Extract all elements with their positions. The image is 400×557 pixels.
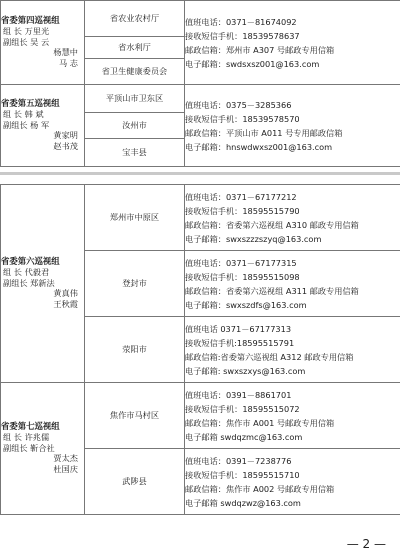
group-member: 组 长 万里光 [3, 26, 50, 37]
group-title: 省委第七巡视组 [1, 420, 60, 431]
table-row [1, 185, 400, 251]
email: 电子邮箱：swxszdfs@163.com [185, 299, 307, 310]
group-cell-5 [1, 85, 85, 167]
group-member: 贾太杰 [53, 453, 78, 464]
duty-phone: 值班电话：0371－67177315 [185, 257, 297, 268]
table-row [1, 1, 400, 37]
group-title: 省委第六巡视组 [1, 255, 60, 266]
region-cell: 焦作市马村区 [85, 383, 185, 449]
section-divider [0, 172, 400, 175]
duty-phone: 值班电话 0371－67177313 [185, 323, 292, 334]
duty-phone: 值班电话：0391－7238776 [185, 455, 292, 466]
table-row [1, 85, 400, 113]
contact-cell [185, 251, 400, 317]
postal-box: 邮政信箱:省委第六巡视组 A312 邮政专用信箱 [185, 351, 354, 362]
contact-cell [185, 185, 400, 251]
group-member: 赵书茂 [53, 140, 78, 151]
sms-phone: 接收短信手机:18595515791 [185, 337, 295, 348]
region-cell: 武陟县 [85, 449, 185, 515]
group-member: 副组长 吴 云 [3, 36, 50, 47]
duty-phone: 值班电话：0371－67177212 [185, 191, 297, 202]
group-member: 杨慧中 [53, 47, 78, 58]
group-member: 组 长 韩 斌 [3, 109, 44, 120]
postal-box: 邮政信箱：省委第六巡视组 A311 邮政专用信箱 [185, 285, 359, 296]
sms-phone: 接收短信手机：18595515710 [185, 469, 300, 480]
region-cell: 郑州市中原区 [85, 185, 185, 251]
group-title: 省委第五巡视组 [1, 97, 60, 108]
region-cell: 荥阳市 [85, 317, 185, 383]
sms-phone: 接收短信手机：18595515098 [185, 271, 300, 282]
region-cell: 省水利厅 [85, 37, 185, 59]
group-title: 省委第四巡视组 [1, 14, 60, 25]
group-cell-4 [1, 1, 85, 85]
sms-phone: 接收短信手机：18595515072 [185, 403, 300, 414]
group-member: 王秋霞 [53, 298, 78, 309]
contact-cell [185, 317, 400, 383]
contact-cell [185, 1, 400, 85]
region-cell: 平顶山市卫东区 [85, 85, 185, 113]
region-cell: 登封市 [85, 251, 185, 317]
group-member: 黄真伟 [53, 288, 78, 299]
group-cell-6 [1, 185, 85, 383]
group-member: 组 长 许兆儒 [3, 432, 50, 443]
postal-box: 邮政信箱：平顶山市 A011 号专用邮政信箱 [185, 127, 343, 138]
group-member: 杜国庆 [53, 463, 78, 474]
page-number: — 2 — [346, 537, 386, 551]
region-cell: 省卫生健康委员会 [85, 59, 185, 85]
supervision-table-bottom [0, 184, 400, 515]
sms-phone: 接收短信手机：18539578570 [185, 113, 300, 124]
duty-phone: 值班电话：0371－81674092 [185, 16, 297, 27]
table-row [1, 383, 400, 449]
email: 电子邮箱：swxszzzszyq@163.com [185, 233, 322, 244]
email: 电子邮箱: swxszxys@163.com [185, 365, 306, 376]
postal-box: 邮政信箱：焦作市 A002 号邮政专用信箱 [185, 483, 335, 494]
email: 电子邮箱 swdqzmc@163.com [185, 431, 303, 442]
email: 电子邮箱 swdqzwz@163.com [185, 497, 301, 508]
duty-phone: 值班电话：0375－3285366 [185, 99, 292, 110]
email: 电子邮箱：hnswdwxsz001@163.com [185, 141, 333, 152]
group-cell-7 [1, 383, 85, 515]
duty-phone: 值班电话：0391－8861701 [185, 389, 292, 400]
postal-box: 邮政信箱：省委第六巡视组 A310 邮政专用信箱 [185, 219, 359, 230]
sms-phone: 接收短信手机：18595515790 [185, 205, 300, 216]
group-member: 黄家明 [53, 130, 78, 141]
region-cell: 省农业农村厅 [85, 1, 185, 37]
postal-box: 邮政信箱：郑州市 A307 号邮政专用信箱 [185, 44, 335, 55]
group-member: 副组长 杨 军 [3, 119, 50, 130]
contact-cell [185, 383, 400, 449]
group-member: 马 志 [59, 57, 78, 68]
email: 电子邮箱：swdsxsz001@163.com [185, 58, 320, 69]
postal-box: 邮政信箱：焦作市 A001 号邮政专用信箱 [185, 417, 335, 428]
group-member: 副组长 郑新法 [3, 277, 55, 288]
group-member: 副组长 靳合社 [3, 442, 55, 453]
group-member: 组 长 代毅君 [3, 267, 50, 278]
region-cell: 宝丰县 [85, 139, 185, 167]
supervision-table-top [0, 0, 400, 167]
contact-cell [185, 449, 400, 515]
region-cell: 汝州市 [85, 113, 185, 139]
contact-cell [185, 85, 400, 167]
sms-phone: 接收短信手机：18539578637 [185, 30, 300, 41]
